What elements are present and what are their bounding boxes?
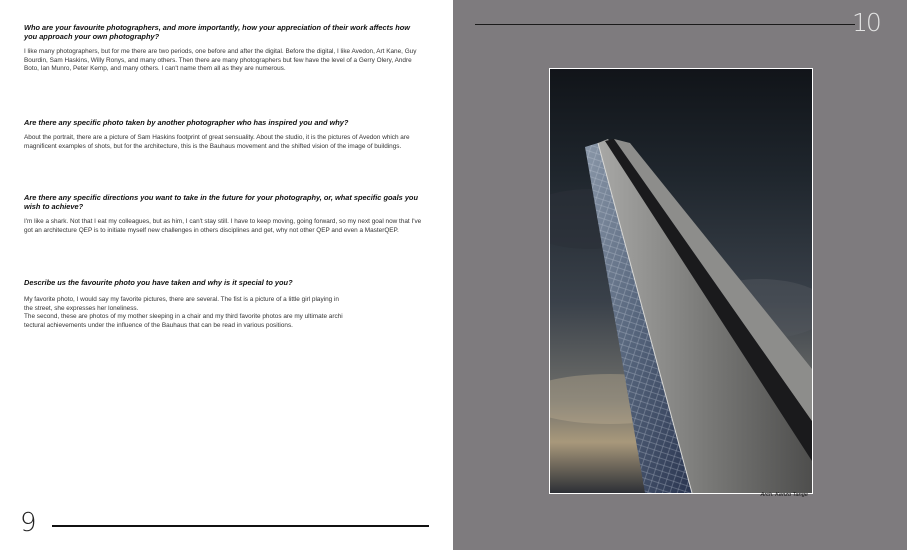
answer-2: About the portrait, there are a picture of Sam Haskins footprint of great sensuality. About the studio, it is the pictures of Avedon which are magnificent examples of shots, but for the architecture, this is the Bauhaus movement and the shifted vision of the image of buildings. [24, 134, 410, 150]
question-2: Are there any specific photo taken by another photographer who has inspired you and why? [24, 118, 349, 127]
question-4: Describe us the favourite photo you have taken and why is it special to you? [24, 278, 293, 287]
answer-3: I'm like a shark. Not that I eat my colleagues, but as him, I can't stay still. I have to keep moving, going forward, so my next goal now that I've got an architecture QEP is to initiate myself new challenges in others disciplines and get, why not other QEP and even a MasterQEP. [24, 218, 422, 234]
building-photo [550, 69, 812, 493]
qa-section-4 [24, 278, 424, 330]
right-page [453, 0, 907, 550]
question-1: Who are your favourite photographers, and more importantly, how your appreciation of their work affects how you approach your own photography? [24, 23, 411, 41]
answer-1: I like many photographers, but for me there are two periods, one before and after the digital. Before the digital, I like Avedon, Art Kane, Guy Bourdin, Sam Haskins, Willy Ronys, and many others. Then there are many photographers but few have the level of a Gerry Olery, Andre Boto, Ian Munro, Peter Kemp, and many others. I can't name them all as they are numerous. [24, 48, 417, 73]
answer-4-line-1: My favorite photo, I would say my favorite pictures, there are several. The fist is a picture of a little girl playing in [24, 296, 339, 303]
footer-rule [52, 525, 429, 527]
qa-section-1 [24, 23, 424, 74]
page-number-right: 10 [852, 8, 880, 37]
header-rule [475, 24, 855, 25]
photo-frame [549, 68, 813, 494]
answer-4-line-2: the street, she expresses her loneliness. [24, 304, 139, 312]
photo-caption: Arch. Kenzo Tange [760, 492, 808, 498]
answer-4-line-4: tectural achievements under the influence of the Bauhaus that can be read in various positions. [24, 321, 293, 329]
qa-section-3 [24, 193, 424, 235]
question-3: Are there any specific directions you want to take in the future for your photography, or, what specific goals you wish to achieve? [24, 193, 418, 211]
answer-4-line-3: The second, these are photos of my mother sleeping in a chair and my third favorite photos are my ultimate archi [24, 313, 343, 321]
qa-section-2 [24, 118, 424, 151]
left-page [0, 0, 453, 550]
page-number-left: 9 [20, 508, 37, 538]
answer-4 [24, 296, 424, 330]
